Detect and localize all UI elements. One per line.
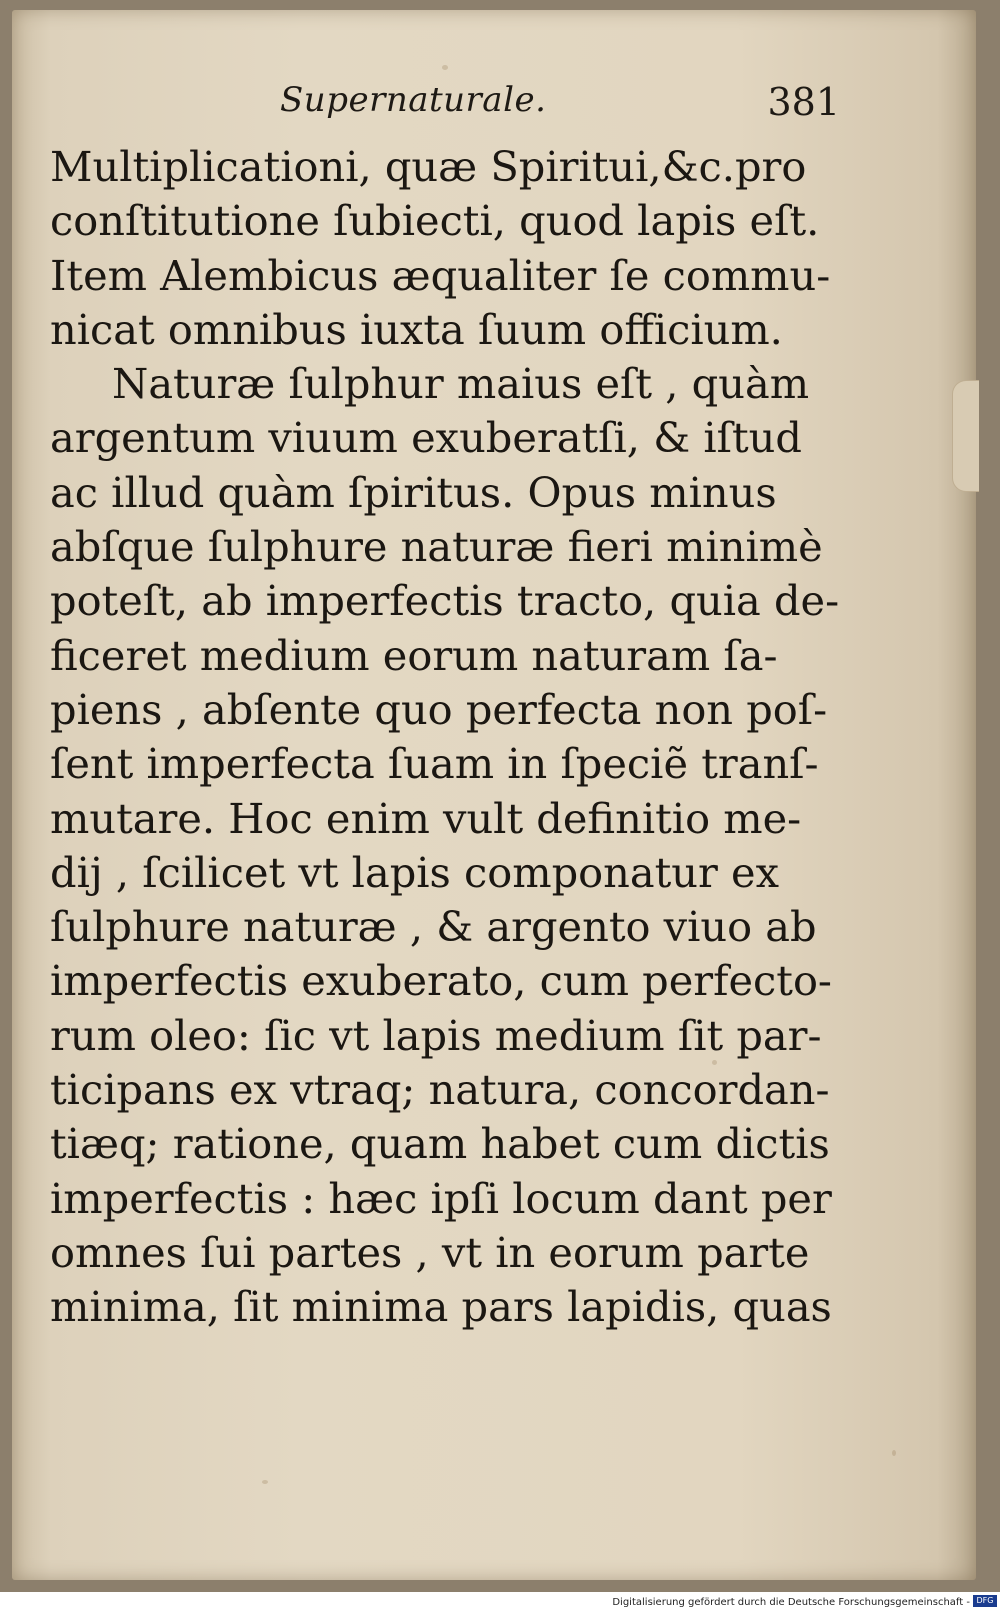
paper-spot <box>892 1450 896 1456</box>
page-tab-edge <box>952 380 979 492</box>
text-line: argentum viuum exuberatſi, & iſtud <box>50 413 802 463</box>
text-line: imperfectis exuberato, cum perfecto- <box>50 956 832 1006</box>
text-line: rum oleo: ſic vt lapis medium ſit par- <box>50 1010 822 1060</box>
text-line: abſque ſulphure naturæ fieri minimè <box>50 522 823 572</box>
page-number: 381 <box>767 80 840 124</box>
text-line: ticipans ex vtraq; natura, concordan- <box>50 1065 830 1115</box>
text-line: ſulphure naturæ , & argento viuo ab <box>50 902 817 952</box>
paper-spot <box>262 1480 268 1484</box>
text-line: Multiplicationi, quæ Spiritui,&c.pro <box>50 142 807 191</box>
text-line: Item Alembicus æqualiter ſe commu- <box>50 250 831 300</box>
dfg-logo: DFG <box>973 1595 997 1607</box>
text-line: ficeret medium eorum naturam ſa- <box>50 630 778 680</box>
text-line: piens , abſente quo perfecta non poſ- <box>50 684 828 734</box>
text-line: poteſt, ab imperfectis tracto, quia de- <box>50 576 840 626</box>
text-line: minima, ſit minima pars lapidis, quas <box>50 1282 832 1332</box>
text-line: ſent imperfecta ſuam in ſpeciẽ tranſ- <box>50 739 819 789</box>
text-line: conſtitutione ſubiecti, quod lapis eſt. <box>50 196 820 246</box>
digitization-footer <box>0 1592 1000 1609</box>
text-line: mutare. Hoc enim vult definitio me- <box>50 793 802 843</box>
paper-spot <box>442 65 448 70</box>
page-header <box>50 80 840 140</box>
text-line: ac illud quàm ſpiritus. Opus minus <box>50 467 777 517</box>
text-line: Naturæ ſulphur maius eſt , quàm <box>112 359 810 409</box>
text-line: imperfectis : hæc ipſi locum dant per <box>50 1173 832 1223</box>
text-line: tiæq; ratione, quam habet cum dictis <box>50 1119 830 1169</box>
running-title: Supernaturale. <box>280 80 547 120</box>
footer-credit: Digitalisierung gefördert durch die Deutsche Forschungsgemeinschaft - <box>612 1597 970 1608</box>
text-line: dij , ſcilicet vt lapis componatur ex <box>50 847 780 897</box>
text-line: nicat omnibus iuxta ſuum officium. <box>50 304 783 354</box>
text-line: omnes ſui partes , vt in eorum parte <box>50 1227 810 1277</box>
body-text <box>50 140 840 1335</box>
